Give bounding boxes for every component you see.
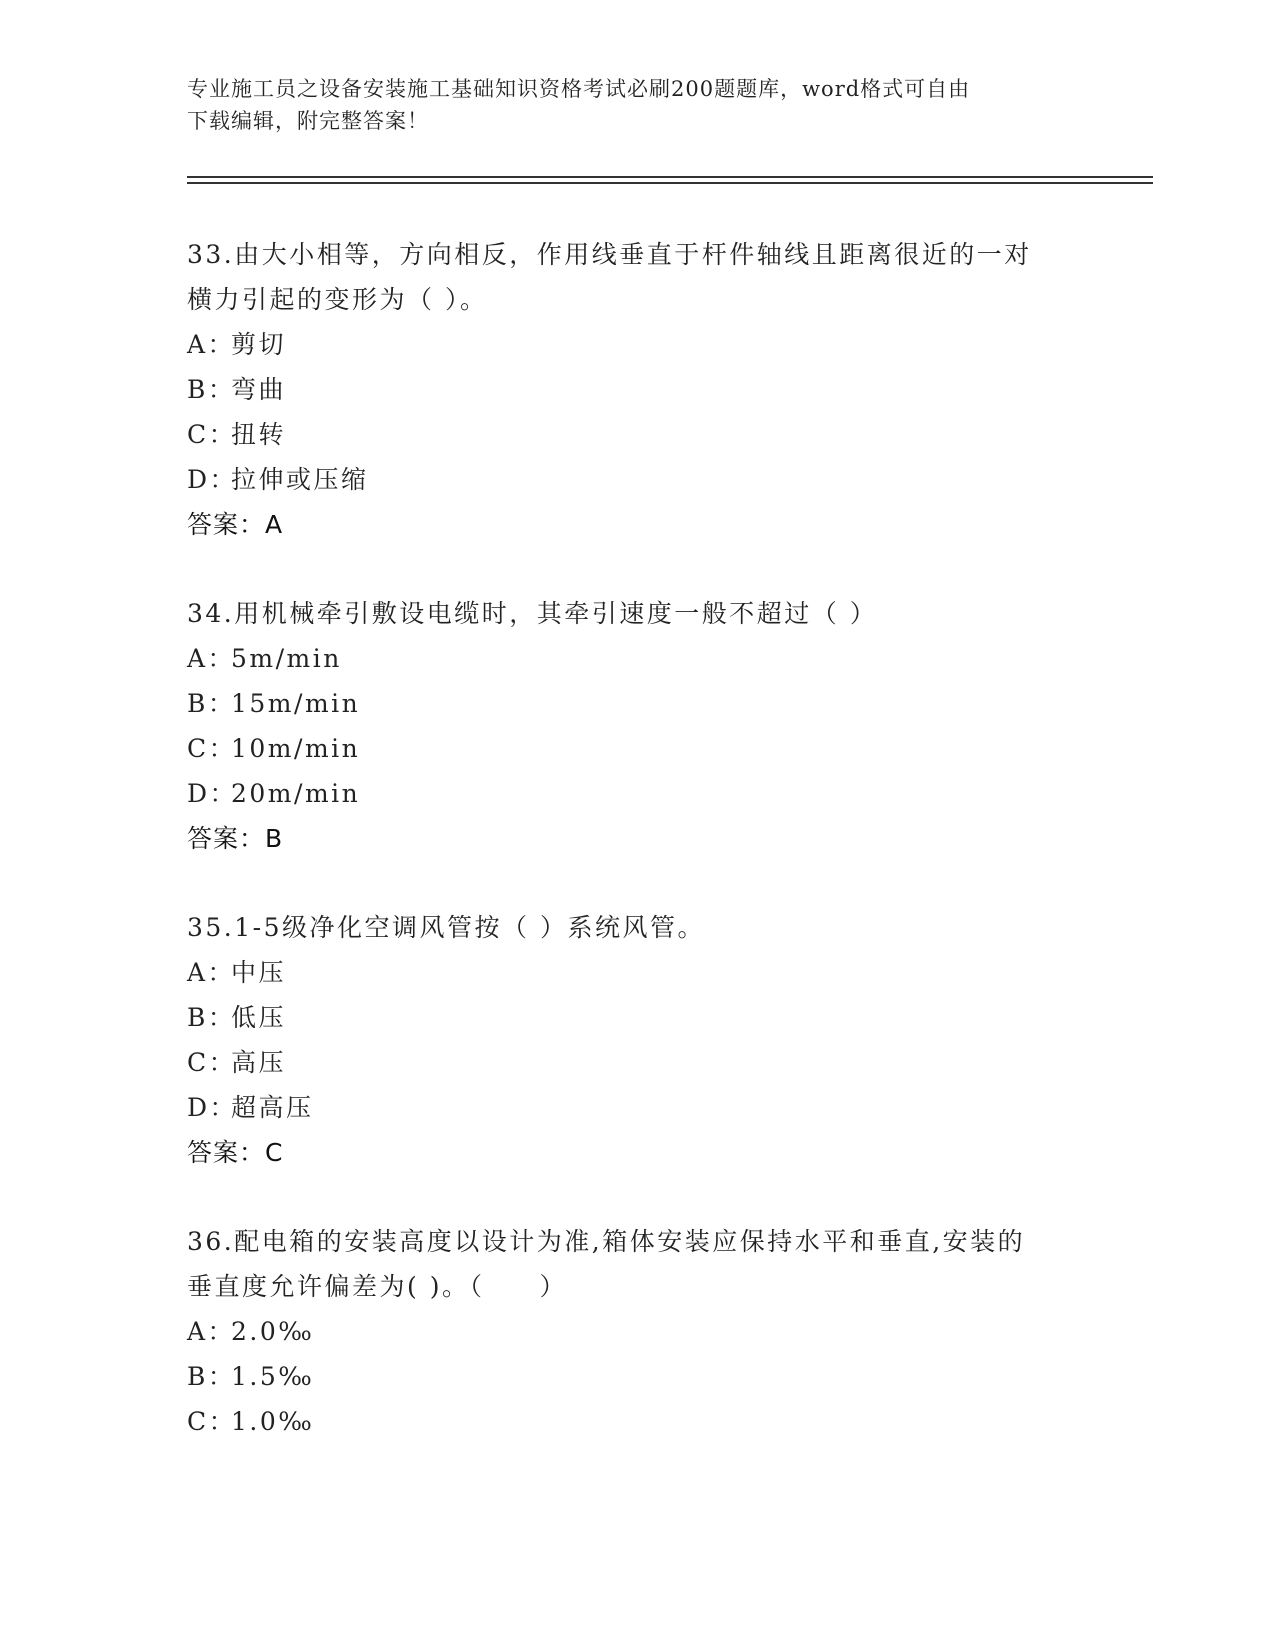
question-34 bbox=[187, 591, 1087, 861]
header-divider-top bbox=[187, 176, 1153, 178]
option-text: 1.0‰ bbox=[231, 1407, 315, 1436]
option-d bbox=[187, 457, 1087, 502]
header-intro-line-1: 专业施工员之设备安装施工基础知识资格考试必刷200题题库，word格式可自由 bbox=[187, 77, 971, 101]
option-key: B： bbox=[187, 375, 236, 404]
option-key: D： bbox=[187, 465, 238, 494]
option-d bbox=[187, 771, 1087, 816]
option-c bbox=[187, 412, 1087, 457]
option-key: A： bbox=[187, 330, 236, 359]
option-text: 中压 bbox=[231, 958, 287, 987]
document-header bbox=[187, 73, 1067, 137]
option-b bbox=[187, 1354, 1087, 1399]
question-stem-line: 垂直度允许偏差为( )。（ ） bbox=[187, 1272, 567, 1301]
option-key: D： bbox=[187, 779, 238, 808]
option-a bbox=[187, 950, 1087, 995]
option-key: A： bbox=[187, 644, 236, 673]
option-key: D： bbox=[187, 1093, 238, 1122]
option-text: 2.0‰ bbox=[231, 1317, 315, 1346]
option-text: 拉伸或压缩 bbox=[231, 465, 369, 494]
option-b bbox=[187, 995, 1087, 1040]
question-stem-line: 34.用机械牵引敷设电缆时，其牵引速度一般不超过（ ） bbox=[187, 599, 878, 628]
answer-line: 答案：A bbox=[187, 510, 284, 539]
option-key: B： bbox=[187, 1003, 236, 1032]
option-c bbox=[187, 1040, 1087, 1085]
option-key: C： bbox=[187, 734, 237, 763]
option-c bbox=[187, 726, 1087, 771]
option-c bbox=[187, 1399, 1087, 1444]
option-text: 1.5‰ bbox=[231, 1362, 315, 1391]
option-text: 20m/min bbox=[231, 779, 361, 808]
answer-line: 答案：C bbox=[187, 1138, 284, 1167]
option-a bbox=[187, 1309, 1087, 1354]
header-divider-bottom bbox=[187, 182, 1153, 184]
option-text: 5m/min bbox=[231, 644, 342, 673]
option-key: A： bbox=[187, 958, 236, 987]
option-b bbox=[187, 367, 1087, 412]
option-text: 扭转 bbox=[231, 420, 287, 449]
question-stem-line: 36.配电箱的安装高度以设计为准,箱体安装应保持水平和垂直,安装的 bbox=[187, 1227, 1026, 1256]
option-text: 剪切 bbox=[231, 330, 287, 359]
question-stem-line: 33.由大小相等，方向相反，作用线垂直于杆件轴线且距离很近的一对 bbox=[187, 240, 1032, 269]
option-key: B： bbox=[187, 1362, 236, 1391]
option-text: 低压 bbox=[231, 1003, 287, 1032]
option-b bbox=[187, 681, 1087, 726]
question-36 bbox=[187, 1219, 1087, 1444]
question-stem-line: 35.1-5级净化空调风管按（ ）系统风管。 bbox=[187, 913, 705, 942]
option-text: 弯曲 bbox=[231, 375, 287, 404]
option-text: 超高压 bbox=[231, 1093, 314, 1122]
option-text: 高压 bbox=[231, 1048, 287, 1077]
option-key: C： bbox=[187, 1407, 237, 1436]
option-d bbox=[187, 1085, 1087, 1130]
option-text: 10m/min bbox=[231, 734, 361, 763]
header-intro-line-2: 下载编辑，附完整答案！ bbox=[187, 109, 429, 133]
question-35 bbox=[187, 905, 1087, 1175]
option-key: C： bbox=[187, 420, 237, 449]
option-key: A： bbox=[187, 1317, 236, 1346]
option-key: C： bbox=[187, 1048, 237, 1077]
option-a bbox=[187, 322, 1087, 367]
option-key: B： bbox=[187, 689, 236, 718]
option-a bbox=[187, 636, 1087, 681]
question-stem-line: 横力引起的变形为（ ）。 bbox=[187, 285, 488, 314]
question-list bbox=[187, 232, 1087, 1488]
question-33 bbox=[187, 232, 1087, 547]
option-text: 15m/min bbox=[231, 689, 361, 718]
answer-line: 答案：B bbox=[187, 824, 284, 853]
